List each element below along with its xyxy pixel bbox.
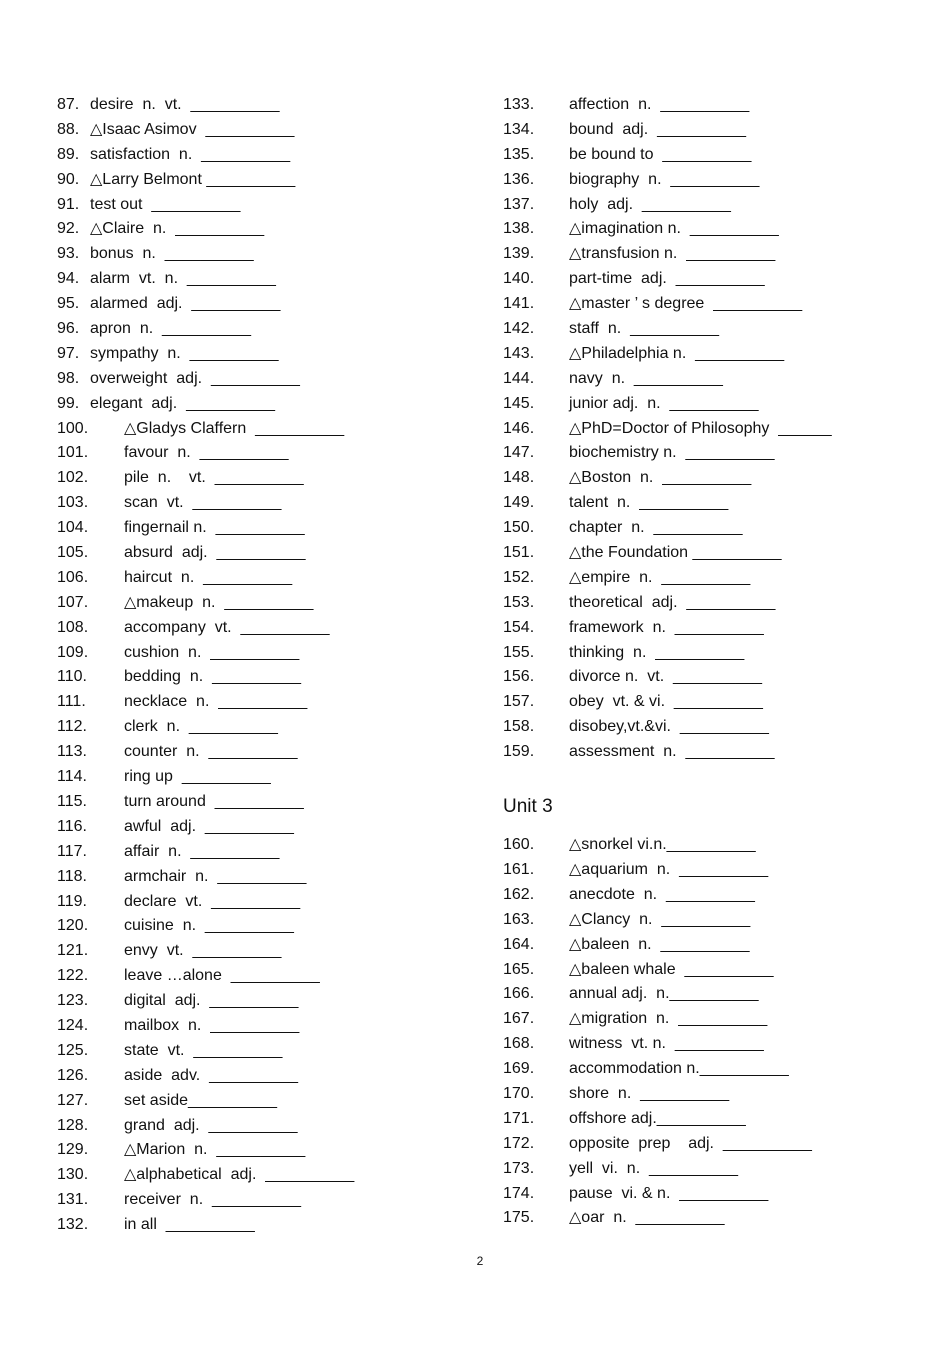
vocab-item (57, 466, 354, 491)
vocab-item (57, 665, 354, 690)
vocab-term: bound adj. __________ (569, 120, 747, 138)
vocab-term: elegant adj. __________ (90, 394, 276, 412)
vocab-term: mailbox n. __________ (124, 1016, 300, 1034)
vocab-term: talent n. __________ (569, 494, 729, 512)
vocab-number: 98. (57, 369, 80, 387)
vocab-number: 167. (503, 1010, 535, 1028)
vocab-term: obey vt. & vi. __________ (569, 693, 763, 711)
vocab-term: sympathy n. __________ (90, 344, 279, 362)
vocab-term: fingernail n. __________ (124, 519, 305, 537)
vocab-item (503, 958, 832, 983)
vocab-term: declare vt. __________ (124, 892, 301, 910)
vocab-term: anecdote n. __________ (569, 885, 755, 903)
vocab-item (57, 1114, 354, 1139)
vocab-item (503, 118, 832, 143)
vocab-term: part-time adj. __________ (569, 270, 765, 288)
vocab-item (57, 1039, 354, 1064)
vocab-item (57, 740, 354, 765)
vocab-number: 95. (57, 295, 80, 313)
vocab-number: 122. (57, 967, 89, 985)
vocab-number: 155. (503, 643, 535, 661)
vocab-item (503, 641, 832, 666)
vocab-number: 104. (57, 519, 89, 537)
vocab-item (503, 1057, 832, 1082)
vocab-number: 89. (57, 145, 80, 163)
left-column (57, 93, 354, 1238)
vocab-term: grand adj. __________ (124, 1116, 298, 1134)
vocab-item (503, 342, 832, 367)
vocab-number: 118. (57, 867, 87, 885)
vocab-term: △aquarium n. __________ (569, 860, 769, 878)
vocab-term: scan vt. __________ (124, 494, 282, 512)
vocab-number: 150. (503, 519, 535, 537)
vocab-item (57, 765, 354, 790)
vocab-number: 93. (57, 245, 80, 263)
vocab-item (57, 1163, 354, 1188)
vocab-number: 151. (503, 544, 535, 562)
vocab-number: 106. (57, 568, 89, 586)
vocab-number: 126. (57, 1066, 89, 1084)
vocab-number: 105. (57, 544, 89, 562)
vocab-item (503, 168, 832, 193)
vocab-number: 132. (57, 1216, 89, 1234)
vocab-term: annual adj. n.__________ (569, 985, 759, 1003)
vocab-term: absurd adj. __________ (124, 544, 306, 562)
vocab-item (57, 865, 354, 890)
vocab-term: cushion n. __________ (124, 643, 300, 661)
vocab-item (503, 392, 832, 417)
vocab-number: 113. (57, 743, 87, 761)
vocab-item (503, 466, 832, 491)
vocab-term: set aside__________ (124, 1091, 278, 1109)
vocab-item (57, 292, 354, 317)
vocab-term: favour n. __________ (124, 444, 289, 462)
vocab-term: opposite prep adj. __________ (569, 1134, 812, 1152)
vocab-item (57, 790, 354, 815)
page-number: 2 (476, 1254, 484, 1268)
vocab-item (503, 516, 832, 541)
vocab-number: 157. (503, 693, 535, 711)
vocab-term: assessment n. __________ (569, 743, 775, 761)
vocab-term: △Isaac Asimov __________ (90, 120, 295, 138)
vocab-number: 147. (503, 444, 535, 462)
vocab-item (57, 168, 354, 193)
vocab-item (57, 914, 354, 939)
vocab-term: △master ’ s degree __________ (569, 295, 803, 313)
vocab-number: 144. (503, 369, 535, 387)
vocab-item (503, 591, 832, 616)
vocab-number: 110. (57, 668, 87, 686)
vocab-item (57, 516, 354, 541)
vocab-number: 87. (57, 96, 80, 113)
vocab-number: 145. (503, 394, 535, 412)
vocab-item (57, 1064, 354, 1089)
vocab-number: 97. (57, 344, 80, 362)
vocab-term: biochemistry n. __________ (569, 444, 775, 462)
vocab-term: accommodation n.__________ (569, 1060, 789, 1078)
vocab-number: 164. (503, 935, 535, 953)
vocab-number: 152. (503, 568, 535, 586)
vocab-term: bedding n. __________ (124, 668, 302, 686)
vocab-term: satisfaction n. __________ (90, 145, 291, 163)
vocab-number: 131. (57, 1191, 89, 1209)
vocab-item (57, 491, 354, 516)
vocab-number: 174. (503, 1184, 535, 1202)
vocab-term: pile n. vt. __________ (124, 469, 304, 487)
vocab-number: 130. (57, 1166, 89, 1184)
vocab-number: 169. (503, 1060, 535, 1078)
vocab-item (57, 690, 354, 715)
vocab-number: 136. (503, 170, 535, 188)
vocab-term: aside adv. __________ (124, 1066, 299, 1084)
vocab-term: witness vt. n. __________ (569, 1035, 764, 1053)
vocab-item (57, 616, 354, 641)
vocab-term: holy adj. __________ (569, 195, 731, 213)
vocab-item (503, 143, 832, 168)
vocab-number: 96. (57, 320, 80, 338)
vocab-term: affair n. __________ (124, 842, 280, 860)
vocab-term: affection n. __________ (569, 96, 750, 113)
vocab-number: 156. (503, 668, 535, 686)
vocab-item (57, 815, 354, 840)
vocab-item (57, 1014, 354, 1039)
vocab-item (503, 1157, 832, 1182)
vocab-item (57, 989, 354, 1014)
vocab-item (503, 217, 832, 242)
vocab-item (503, 491, 832, 516)
vocab-item (57, 143, 354, 168)
vocab-number: 160. (503, 836, 535, 854)
vocab-term: △Boston n. __________ (569, 469, 752, 487)
vocab-term: pause vi. & n. __________ (569, 1184, 769, 1202)
vocab-number: 109. (57, 643, 89, 661)
vocab-term: framework n. __________ (569, 618, 764, 636)
vocab-item (503, 242, 832, 267)
vocab-number: 114. (57, 768, 87, 786)
vocab-term: △Claire n. __________ (90, 220, 265, 238)
vocab-item (57, 840, 354, 865)
vocab-number: 142. (503, 320, 535, 338)
vocab-number: 119. (57, 892, 87, 910)
vocab-item (503, 858, 832, 883)
vocab-number: 94. (57, 270, 80, 288)
vocab-item (57, 367, 354, 392)
vocab-item (57, 890, 354, 915)
vocab-item (57, 93, 354, 118)
vocab-item (57, 964, 354, 989)
vocab-item (57, 591, 354, 616)
vocab-number: 135. (503, 145, 535, 163)
vocab-item (503, 1132, 832, 1157)
vocab-item (503, 292, 832, 317)
vocab-term: theoretical adj. __________ (569, 593, 776, 611)
vocab-term: haircut n. __________ (124, 568, 293, 586)
vocab-term: receiver n. __________ (124, 1191, 302, 1209)
vocab-number: 140. (503, 270, 535, 288)
vocab-term: △makeup n. __________ (124, 593, 314, 611)
vocab-item (57, 541, 354, 566)
vocab-number: 138. (503, 220, 535, 238)
vocab-term: alarm vt. n. __________ (90, 270, 276, 288)
vocab-number: 108. (57, 618, 89, 636)
vocab-term: junior adj. n. __________ (569, 394, 759, 412)
vocab-term: accompany vt. __________ (124, 618, 330, 636)
vocab-number: 153. (503, 593, 535, 611)
vocab-number: 123. (57, 992, 89, 1010)
unit-heading: Unit 3 (503, 796, 553, 818)
vocab-term: △migration n. __________ (569, 1010, 768, 1028)
vocab-item (57, 566, 354, 591)
vocab-item (503, 690, 832, 715)
vocab-number: 125. (57, 1041, 89, 1059)
vocab-term: apron n. __________ (90, 320, 252, 338)
vocab-number: 158. (503, 718, 535, 736)
vocab-number: 148. (503, 469, 535, 487)
vocab-term: bonus n. __________ (90, 245, 254, 263)
vocab-term: test out __________ (90, 195, 241, 213)
vocab-term: △Marion n. __________ (124, 1141, 306, 1159)
vocab-term: counter n. __________ (124, 743, 298, 761)
vocab-term: △Larry Belmont __________ (90, 170, 296, 188)
vocab-item (503, 441, 832, 466)
vocab-number: 121. (57, 942, 89, 960)
vocab-item (503, 1206, 832, 1231)
vocab-term: clerk n. __________ (124, 718, 278, 736)
vocab-term: △alphabetical adj. __________ (124, 1166, 355, 1184)
vocab-term: cuisine n. __________ (124, 917, 294, 935)
vocab-number: 175. (503, 1209, 535, 1227)
vocab-number: 103. (57, 494, 89, 512)
vocab-term: digital adj. __________ (124, 992, 299, 1010)
vocab-number: 139. (503, 245, 535, 263)
vocab-item (503, 740, 832, 765)
vocab-item (57, 193, 354, 218)
vocab-item (57, 641, 354, 666)
vocab-item (503, 267, 832, 292)
vocab-item (503, 833, 832, 858)
vocab-term: △transfusion n. __________ (569, 245, 776, 263)
vocab-item (57, 441, 354, 466)
vocab-number: 92. (57, 220, 80, 238)
vocab-item (57, 939, 354, 964)
vocab-number: 162. (503, 885, 535, 903)
vocab-number: 129. (57, 1141, 89, 1159)
vocab-term: △Philadelphia n. __________ (569, 344, 785, 362)
vocab-number: 165. (503, 960, 535, 978)
vocab-item (57, 1138, 354, 1163)
vocab-item (503, 367, 832, 392)
vocab-item (57, 417, 354, 442)
vocab-term: shore n. __________ (569, 1084, 730, 1102)
vocab-item (503, 616, 832, 641)
vocab-number: 115. (57, 792, 87, 810)
vocab-number: 124. (57, 1016, 89, 1034)
vocab-term: disobey,vt.&vi. __________ (569, 718, 769, 736)
vocab-item (503, 566, 832, 591)
vocab-number: 120. (57, 917, 89, 935)
vocab-item (503, 982, 832, 1007)
vocab-item (503, 908, 832, 933)
vocab-item (57, 715, 354, 740)
vocab-item (503, 933, 832, 958)
vocab-term: alarmed adj. __________ (90, 295, 281, 313)
vocab-number: 137. (503, 195, 535, 213)
vocab-number: 133. (503, 96, 535, 113)
vocab-number: 159. (503, 743, 535, 761)
vocab-term: yell vi. n. __________ (569, 1159, 739, 1177)
vocab-number: 117. (57, 842, 87, 860)
vocab-item (503, 665, 832, 690)
vocab-item (57, 1188, 354, 1213)
vocab-number: 149. (503, 494, 535, 512)
vocab-term: turn around __________ (124, 792, 304, 810)
vocab-item (57, 1213, 354, 1238)
vocab-item (503, 193, 832, 218)
vocab-number: 100. (57, 419, 89, 437)
vocab-term: biography n. __________ (569, 170, 760, 188)
vocab-term: navy n. __________ (569, 369, 723, 387)
vocab-item (503, 541, 832, 566)
vocab-number: 143. (503, 344, 535, 362)
vocab-number: 172. (503, 1134, 535, 1152)
vocab-term: overweight adj. __________ (90, 369, 300, 387)
vocab-number: 116. (57, 817, 87, 835)
vocab-term: staff n. __________ (569, 320, 720, 338)
vocab-number: 101. (57, 444, 89, 462)
vocab-number: 127. (57, 1091, 89, 1109)
vocab-number: 99. (57, 394, 80, 412)
vocab-item (57, 392, 354, 417)
vocab-item (503, 93, 832, 118)
vocab-number: 170. (503, 1084, 535, 1102)
vocab-term: envy vt. __________ (124, 942, 282, 960)
vocab-term: ring up __________ (124, 768, 271, 786)
vocab-number: 107. (57, 593, 89, 611)
vocab-term: chapter n. __________ (569, 519, 743, 537)
vocab-item (503, 417, 832, 442)
vocab-item (503, 1182, 832, 1207)
vocab-term: △the Foundation __________ (569, 544, 782, 562)
vocab-number: 141. (503, 295, 535, 313)
vocab-term: necklace n. __________ (124, 693, 308, 711)
vocab-term: thinking n. __________ (569, 643, 745, 661)
vocab-item (503, 883, 832, 908)
vocab-term: △Gladys Claffern __________ (124, 419, 345, 437)
vocab-number: 146. (503, 419, 535, 437)
vocab-number: 102. (57, 469, 89, 487)
vocab-item (503, 1007, 832, 1032)
vocab-term: △empire n. __________ (569, 568, 751, 586)
vocab-item (503, 317, 832, 342)
vocab-term: △oar n. __________ (569, 1209, 725, 1227)
vocab-number: 154. (503, 618, 535, 636)
vocab-item (503, 1032, 832, 1057)
vocab-number: 91. (57, 195, 80, 213)
right-column-top-list (503, 93, 832, 765)
vocab-item (57, 317, 354, 342)
vocab-item (57, 242, 354, 267)
vocab-number: 128. (57, 1116, 89, 1134)
vocab-term: in all __________ (124, 1216, 255, 1234)
vocab-number: 161. (503, 860, 535, 878)
vocab-number: 111. (57, 693, 86, 711)
vocab-term: △imagination n. __________ (569, 220, 779, 238)
vocab-number: 90. (57, 170, 80, 188)
vocab-term: offshore adj.__________ (569, 1109, 746, 1127)
vocab-term: △snorkel vi.n.__________ (569, 836, 756, 854)
vocab-term: leave …alone __________ (124, 967, 320, 985)
vocab-term: state vt. __________ (124, 1041, 283, 1059)
vocab-number: 173. (503, 1159, 535, 1177)
vocab-number: 112. (57, 718, 87, 736)
vocab-item (57, 1089, 354, 1114)
vocab-term: desire n. vt. __________ (90, 96, 280, 113)
vocab-number: 88. (57, 120, 80, 138)
vocab-term: △baleen n. __________ (569, 935, 750, 953)
vocab-item (503, 715, 832, 740)
vocab-number: 163. (503, 910, 535, 928)
vocab-term: △Clancy n. __________ (569, 910, 751, 928)
vocab-item (57, 267, 354, 292)
vocab-term: armchair n. __________ (124, 867, 307, 885)
vocab-item (57, 118, 354, 143)
vocab-number: 171. (503, 1109, 535, 1127)
right-column (503, 93, 832, 1231)
vocab-term: △PhD=Doctor of Philosophy ______ (569, 419, 832, 437)
vocab-term: △baleen whale __________ (569, 960, 774, 978)
vocab-item (57, 217, 354, 242)
vocab-number: 134. (503, 120, 535, 138)
vocab-number: 168. (503, 1035, 535, 1053)
vocab-item (503, 1082, 832, 1107)
vocab-term: awful adj. __________ (124, 817, 294, 835)
vocab-term: be bound to __________ (569, 145, 752, 163)
right-column-bottom-list (503, 833, 832, 1231)
vocab-number: 166. (503, 985, 535, 1003)
vocab-item (57, 342, 354, 367)
vocab-item (503, 1107, 832, 1132)
vocab-term: divorce n. vt. __________ (569, 668, 763, 686)
